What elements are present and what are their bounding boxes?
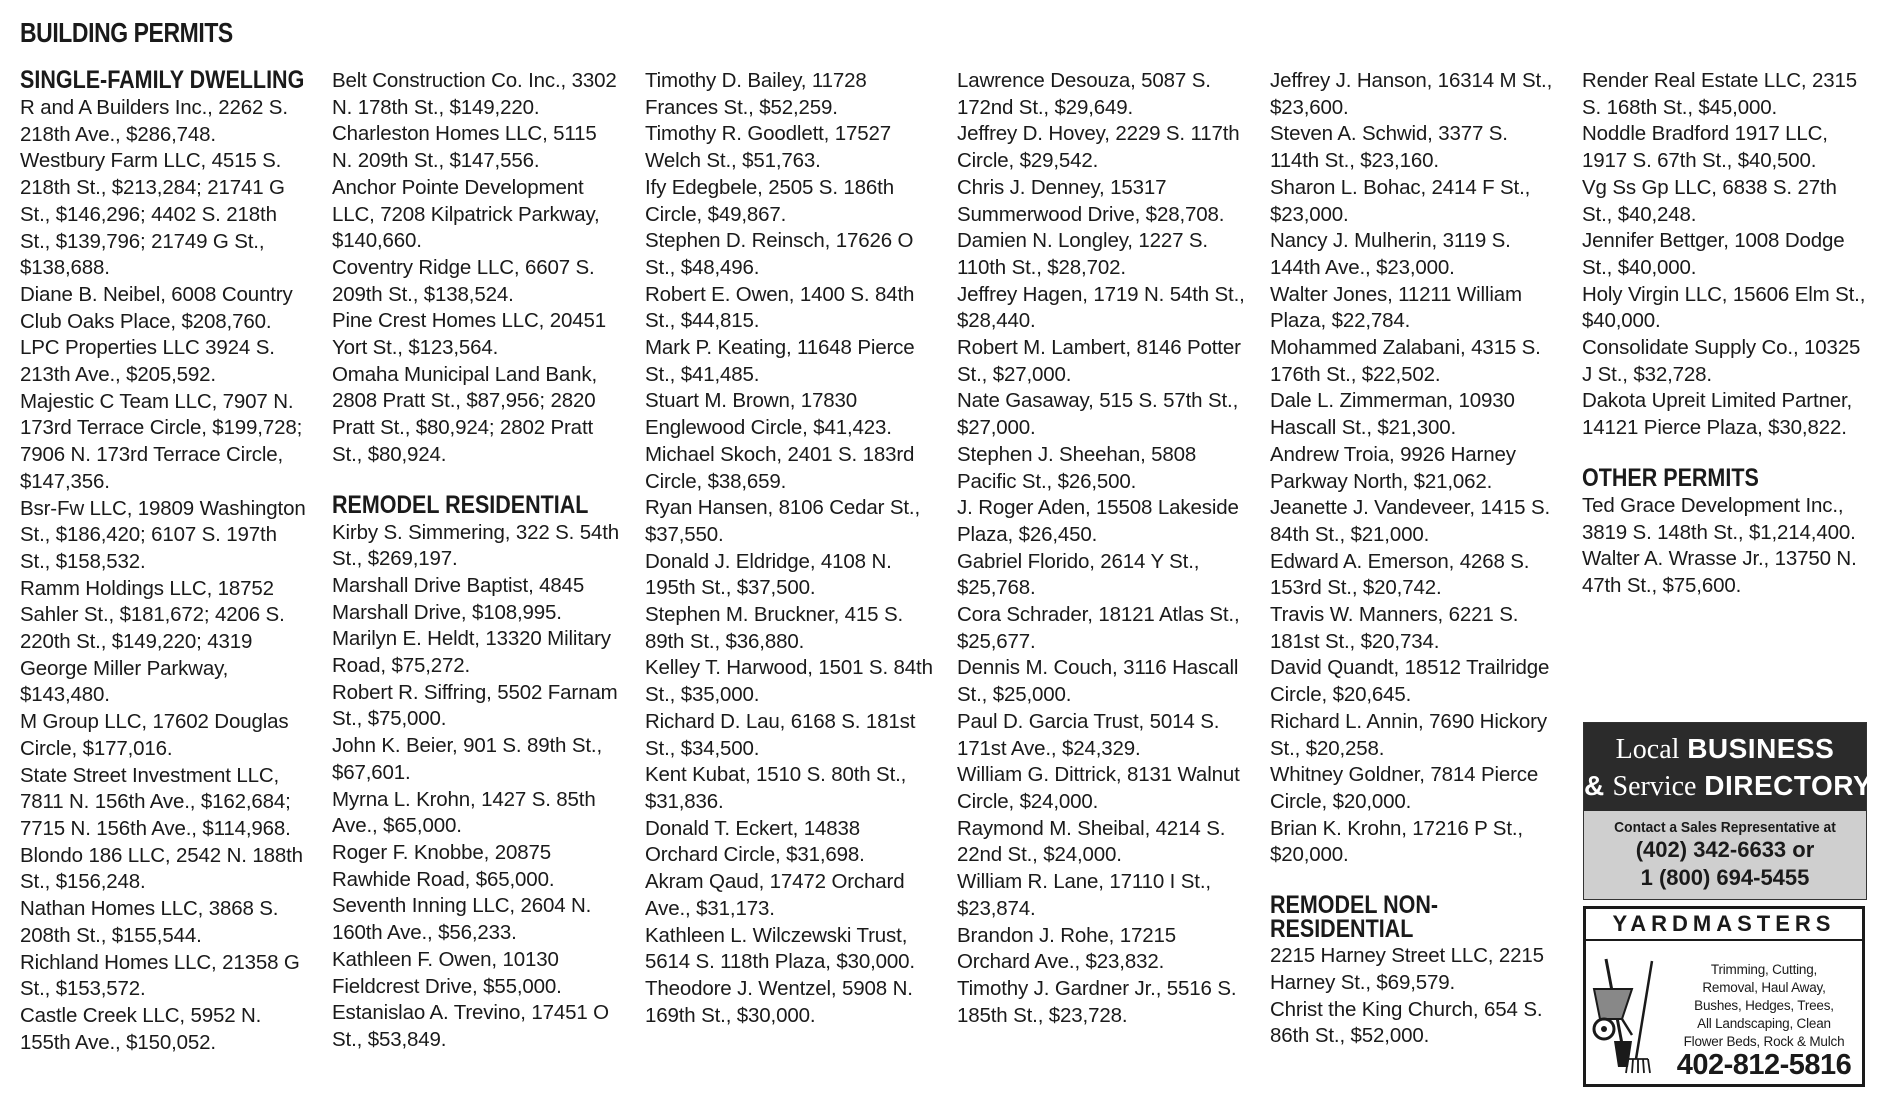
- permit-entry: Michael Skoch, 2401 S. 183rd Circle, $38,659.: [645, 442, 915, 493]
- permit-entry: Timothy R. Goodlett, 17527 Welch St., $51,763.: [645, 122, 892, 173]
- permit-entry: Richard D. Lau, 6168 S. 181st St., $34,500.: [645, 709, 916, 760]
- permit-entry: Dale L. Zimmerman, 10930 Hascall St., $21,300.: [1270, 389, 1515, 440]
- permit-entry: Anchor Pointe Development LLC, 7208 Kilpatrick Parkway, $140,660.: [332, 175, 600, 253]
- section-heading-remodel-residential: REMODEL RESIDENTIAL: [332, 490, 589, 519]
- permit-entry: Blondo 186 LLC, 2542 N. 188th St., $156,248.: [20, 843, 303, 894]
- permit-entry: Dakota Upreit Limited Partner, 14121 Pierce Plaza, $30,822.: [1582, 389, 1853, 440]
- permit-entry: Ify Edegbele, 2505 S. 186th Circle, $49,867.: [645, 175, 894, 226]
- yardmasters-services: [1666, 961, 1862, 1051]
- permit-entry: Pine Crest Homes LLC, 20451 Yort St., $123,564.: [332, 309, 606, 360]
- permit-entry: Kent Kubat, 1510 S. 80th St., $31,836.: [645, 763, 907, 813]
- permit-entry: Akram Qaud, 17472 Orchard Ave., $31,173.: [645, 870, 905, 920]
- permit-entry: Stephen J. Sheehan, 5808 Pacific St., $26,500.: [957, 442, 1197, 493]
- section-heading-single-family: SINGLE-FAMILY DWELLING: [20, 66, 305, 94]
- permit-entry: Charleston Homes LLC, 5115 N. 209th St., $147,556.: [332, 122, 597, 173]
- permit-entry: John K. Beier, 901 S. 89th St., $67,601.: [332, 734, 602, 784]
- permit-entry: Nancy J. Mulherin, 3119 S. 144th Ave., $23,000.: [1270, 229, 1511, 279]
- permit-entry: Marshall Drive Baptist, 4845 Marshall Drive, $108,995.: [332, 573, 585, 624]
- permit-entry: Jeffrey D. Hovey, 2229 S. 117th Circle, $29,542.: [957, 122, 1240, 173]
- permit-entry: Whitney Goldner, 7814 Pierce Circle, $20,000.: [1270, 763, 1539, 813]
- permit-entry: Richard L. Annin, 7690 Hickory St., $20,258.: [1270, 709, 1547, 760]
- permit-entry: Walter A. Wrasse Jr., 13750 N. 47th St., $75,600.: [1582, 547, 1857, 597]
- permit-entry: Robert E. Owen, 1400 S. 84th St., $44,815.: [645, 282, 915, 333]
- directory-ad-contact: Contact a Sales Representative at: [1614, 819, 1836, 836]
- permit-entry: Paul D. Garcia Trust, 5014 S. 171st Ave., $24,329.: [957, 709, 1220, 760]
- permit-entry: Dennis M. Couch, 3116 Hascall St., $25,000.: [957, 656, 1239, 707]
- permit-entry: Gabriel Florido, 2614 Y St., $25,768.: [957, 549, 1200, 600]
- permit-entry: Richland Homes LLC, 21358 G St., $153,572.: [20, 950, 300, 1001]
- column-2: [332, 68, 622, 1054]
- permit-entry: Lawrence Desouza, 5087 S. 172nd St., $29,649.: [957, 69, 1211, 119]
- column-5: [1270, 68, 1560, 1050]
- directory-ad-local: Local: [1615, 734, 1680, 765]
- section-heading-line-1: REMODEL NON-: [1270, 891, 1439, 920]
- section-heading-remodel-non-residential: [1270, 891, 1562, 944]
- permit-entry: Chris J. Denney, 15317 Summerwood Drive, $28,708.: [957, 175, 1225, 226]
- permit-entry: Holy Virgin LLC, 15606 Elm St., $40,000.: [1582, 282, 1866, 333]
- column-1: [20, 68, 310, 1056]
- permit-entry: Seventh Inning LLC, 2604 N. 160th Ave., $56,233.: [332, 894, 592, 945]
- directory-ad-phone-2: 1 (800) 694-5455: [1640, 865, 1810, 890]
- permit-entry: Timothy D. Bailey, 11728 Frances St., $52,259.: [645, 69, 867, 119]
- permit-entry: Render Real Estate LLC, 2315 S. 168th St., $45,000.: [1582, 69, 1858, 119]
- permit-entry: Coventry Ridge LLC, 6607 S. 209th St., $138,524.: [332, 255, 595, 306]
- permit-entry: Jeffrey Hagen, 1719 N. 54th St., $28,440.: [957, 282, 1245, 333]
- column-4: [957, 68, 1247, 1029]
- directory-ad-service: Service: [1612, 771, 1697, 802]
- permit-entry: Kathleen L. Wilczewski Trust, 5614 S. 118th Plaza, $30,000.: [645, 923, 915, 974]
- wheelbarrow-shovel-icon: [1592, 949, 1672, 1079]
- permit-entry: Belt Construction Co. Inc., 3302 N. 178th St., $149,220.: [332, 69, 617, 119]
- permit-entry: Nathan Homes LLC, 3868 S. 208th St., $155,544.: [20, 897, 279, 947]
- permit-entry: Mohammed Zalabani, 4315 S. 176th St., $22,502.: [1270, 336, 1541, 386]
- service-line: All Landscaping, Clean: [1697, 1016, 1831, 1031]
- permit-entry: Travis W. Manners, 6221 S. 181st St., $20,734.: [1270, 603, 1519, 653]
- permit-entry: Jeffrey J. Hanson, 16314 M St., $23,600.: [1270, 69, 1553, 119]
- permit-entry: Brandon J. Rohe, 17215 Orchard Ave., $23,832.: [957, 923, 1176, 974]
- permit-entry: Walter Jones, 11211 William Plaza, $22,784.: [1270, 282, 1522, 333]
- directory-ad-line-1: [1584, 731, 1866, 768]
- permit-entry: Kirby S. Simmering, 322 S. 54th St., $269,197.: [332, 520, 620, 571]
- column-6: [1582, 68, 1872, 600]
- permit-entry: Majestic C Team LLC, 7907 N. 173rd Terrace Circle, $199,728; 7906 N. 173rd Terrace Circle, $147,356.: [20, 389, 303, 493]
- permit-entry: 2215 Harney Street LLC, 2215 Harney St., $69,579.: [1270, 944, 1544, 994]
- permit-entry: Jennifer Bettger, 1008 Dodge St., $40,000.: [1582, 229, 1845, 279]
- permit-entry: Donald J. Eldridge, 4108 N. 195th St., $37,500.: [645, 549, 892, 600]
- service-line: Removal, Haul Away,: [1702, 980, 1826, 995]
- permit-entry: Jeanette J. Vandeveer, 1415 S. 84th St., $21,000.: [1270, 496, 1551, 546]
- permit-entry: Ramm Holdings LLC, 18752 Sahler St., $181,672; 4206 S. 220th St., $149,220; 4319 George Miller Parkway, $143,480.: [20, 576, 285, 707]
- permit-entry: Marilyn E. Heldt, 13320 Military Road, $75,272.: [332, 627, 611, 678]
- permit-entry: Stuart M. Brown, 17830 Englewood Circle, $41,423.: [645, 389, 892, 440]
- permit-entry: Kathleen F. Owen, 10130 Fieldcrest Drive, $55,000.: [332, 947, 562, 998]
- permit-entry: Vg Ss Gp LLC, 6838 S. 27th St., $40,248.: [1582, 175, 1837, 226]
- permit-entry: R and A Builders Inc., 2262 S. 218th Ave., $286,748.: [20, 96, 288, 146]
- column-3: [645, 68, 935, 1029]
- permit-entry: Christ the King Church, 654 S. 86th St., $52,000.: [1270, 997, 1543, 1048]
- permit-entry: Raymond M. Sheibal, 4214 S. 22nd St., $24,000.: [957, 816, 1226, 867]
- permit-entry: Ted Grace Development Inc., 3819 S. 148th St., $1,214,400.: [1582, 493, 1856, 544]
- permit-entry: Robert R. Siffring, 5502 Farnam St., $75,000.: [332, 680, 618, 731]
- permit-entry: Bsr-Fw LLC, 19809 Washington St., $186,420; 6107 S. 197th St., $158,532.: [20, 496, 306, 573]
- permit-entry: Castle Creek LLC, 5952 N. 155th Ave., $150,052.: [20, 1003, 262, 1054]
- permit-entry: William G. Dittrick, 8131 Walnut Circle, $24,000.: [957, 763, 1240, 813]
- directory-ad-line-2: [1584, 768, 1873, 805]
- permit-entry: Myrna L. Krohn, 1427 S. 85th Ave., $65,000.: [332, 787, 596, 838]
- permit-entry: David Quandt, 18512 Trailridge Circle, $20,645.: [1270, 656, 1550, 707]
- permit-entry: Roger F. Knobbe, 20875 Rawhide Road, $65,000.: [332, 840, 555, 891]
- permit-entry: M Group LLC, 17602 Douglas Circle, $177,016.: [20, 710, 289, 760]
- permit-entry: Noddle Bradford 1917 LLC, 1917 S. 67th St., $40,500.: [1582, 122, 1828, 173]
- permit-entry: Edward A. Emerson, 4268 S. 153rd St., $20,742.: [1270, 549, 1530, 600]
- permit-entry: J. Roger Aden, 15508 Lakeside Plaza, $26,450.: [957, 496, 1239, 546]
- directory-ad-header: [1584, 723, 1873, 811]
- permit-entry: Omaha Municipal Land Bank, 2808 Pratt St., $87,956; 2820 Pratt St., $80,924; 2802 Pratt St., $80,924.: [332, 362, 598, 466]
- permit-entry: LPC Properties LLC 3924 S. 213th Ave., $205,592.: [20, 336, 275, 387]
- permit-entry: Theodore J. Wentzel, 5908 N. 169th St., $30,000.: [645, 976, 913, 1027]
- permit-entry: Mark P. Keating, 11648 Pierce St., $41,485.: [645, 336, 915, 386]
- permit-entry: Damien N. Longley, 1227 S. 110th St., $28,702.: [957, 229, 1208, 279]
- permit-entry: Cora Schrader, 18121 Atlas St., $25,677.: [957, 603, 1240, 653]
- permit-entry: Andrew Troia, 9926 Harney Parkway North, $21,062.: [1270, 442, 1516, 493]
- directory-ad-directory: DIRECTORY: [1704, 770, 1873, 801]
- section-heading-other-permits: OTHER PERMITS: [1582, 463, 1759, 492]
- permit-entry: Estanislao A. Trevino, 17451 O St., $53,849.: [332, 1001, 609, 1051]
- permit-entry: Nate Gasaway, 515 S. 57th St., $27,000.: [957, 389, 1239, 440]
- permit-entry: Stephen M. Bruckner, 415 S. 89th St., $36,880.: [645, 603, 904, 653]
- permit-entry: State Street Investment LLC, 7811 N. 156th Ave., $162,684; 7715 N. 156th Ave., $114,968.: [20, 763, 291, 840]
- permit-entry: Diane B. Neibel, 6008 Country Club Oaks Place, $208,760.: [20, 282, 293, 333]
- section-heading-line-2: RESIDENTIAL: [1270, 915, 1414, 944]
- permit-entry: Donald T. Eckert, 14838 Orchard Circle, $31,698.: [645, 816, 865, 867]
- yardmasters-ad: [1583, 906, 1865, 1087]
- directory-ad-phone-1: (402) 342-6633 or: [1635, 837, 1815, 862]
- permit-entry: Robert M. Lambert, 8146 Potter St., $27,000.: [957, 336, 1241, 386]
- local-business-directory-ad: [1583, 722, 1873, 900]
- service-line: Bushes, Hedges, Trees,: [1694, 998, 1834, 1013]
- permit-entry: Brian K. Krohn, 17216 P St., $20,000.: [1270, 816, 1523, 867]
- page-title: BUILDING PERMITS: [20, 17, 233, 48]
- permit-entry: William R. Lane, 17110 I St., $23,874.: [957, 870, 1211, 920]
- directory-ad-business: BUSINESS: [1687, 733, 1835, 764]
- permit-entry: Sharon L. Bohac, 2414 F St., $23,000.: [1270, 175, 1531, 226]
- permit-entry: Steven A. Schwid, 3377 S. 114th St., $23,160.: [1270, 122, 1508, 173]
- permit-entry: Kelley T. Harwood, 1501 S. 84th St., $35,000.: [645, 656, 933, 707]
- service-line: Trimming, Cutting,: [1710, 962, 1818, 977]
- yardmasters-phone: 402-812-5816: [1676, 1049, 1852, 1081]
- permit-entry: Stephen D. Reinsch, 17626 O St., $48,496.: [645, 229, 914, 279]
- permit-entry: Ryan Hansen, 8106 Cedar St., $37,550.: [645, 496, 920, 546]
- directory-ad-amp: &: [1584, 770, 1605, 801]
- service-line: Flower Beds, Rock & Mulch: [1683, 1034, 1845, 1049]
- permit-entry: Consolidate Supply Co., 10325 J St., $32,728.: [1582, 336, 1861, 386]
- permit-entry: Westbury Farm LLC, 4515 S. 218th St., $213,284; 21741 G St., $146,296; 4402 S. 218th St., $139,796; 21749 G St., $138,688.: [20, 149, 285, 280]
- yardmasters-brand: YARDMASTERS: [1586, 909, 1862, 941]
- permit-entry: Timothy J. Gardner Jr., 5516 S. 185th St., $23,728.: [957, 976, 1237, 1027]
